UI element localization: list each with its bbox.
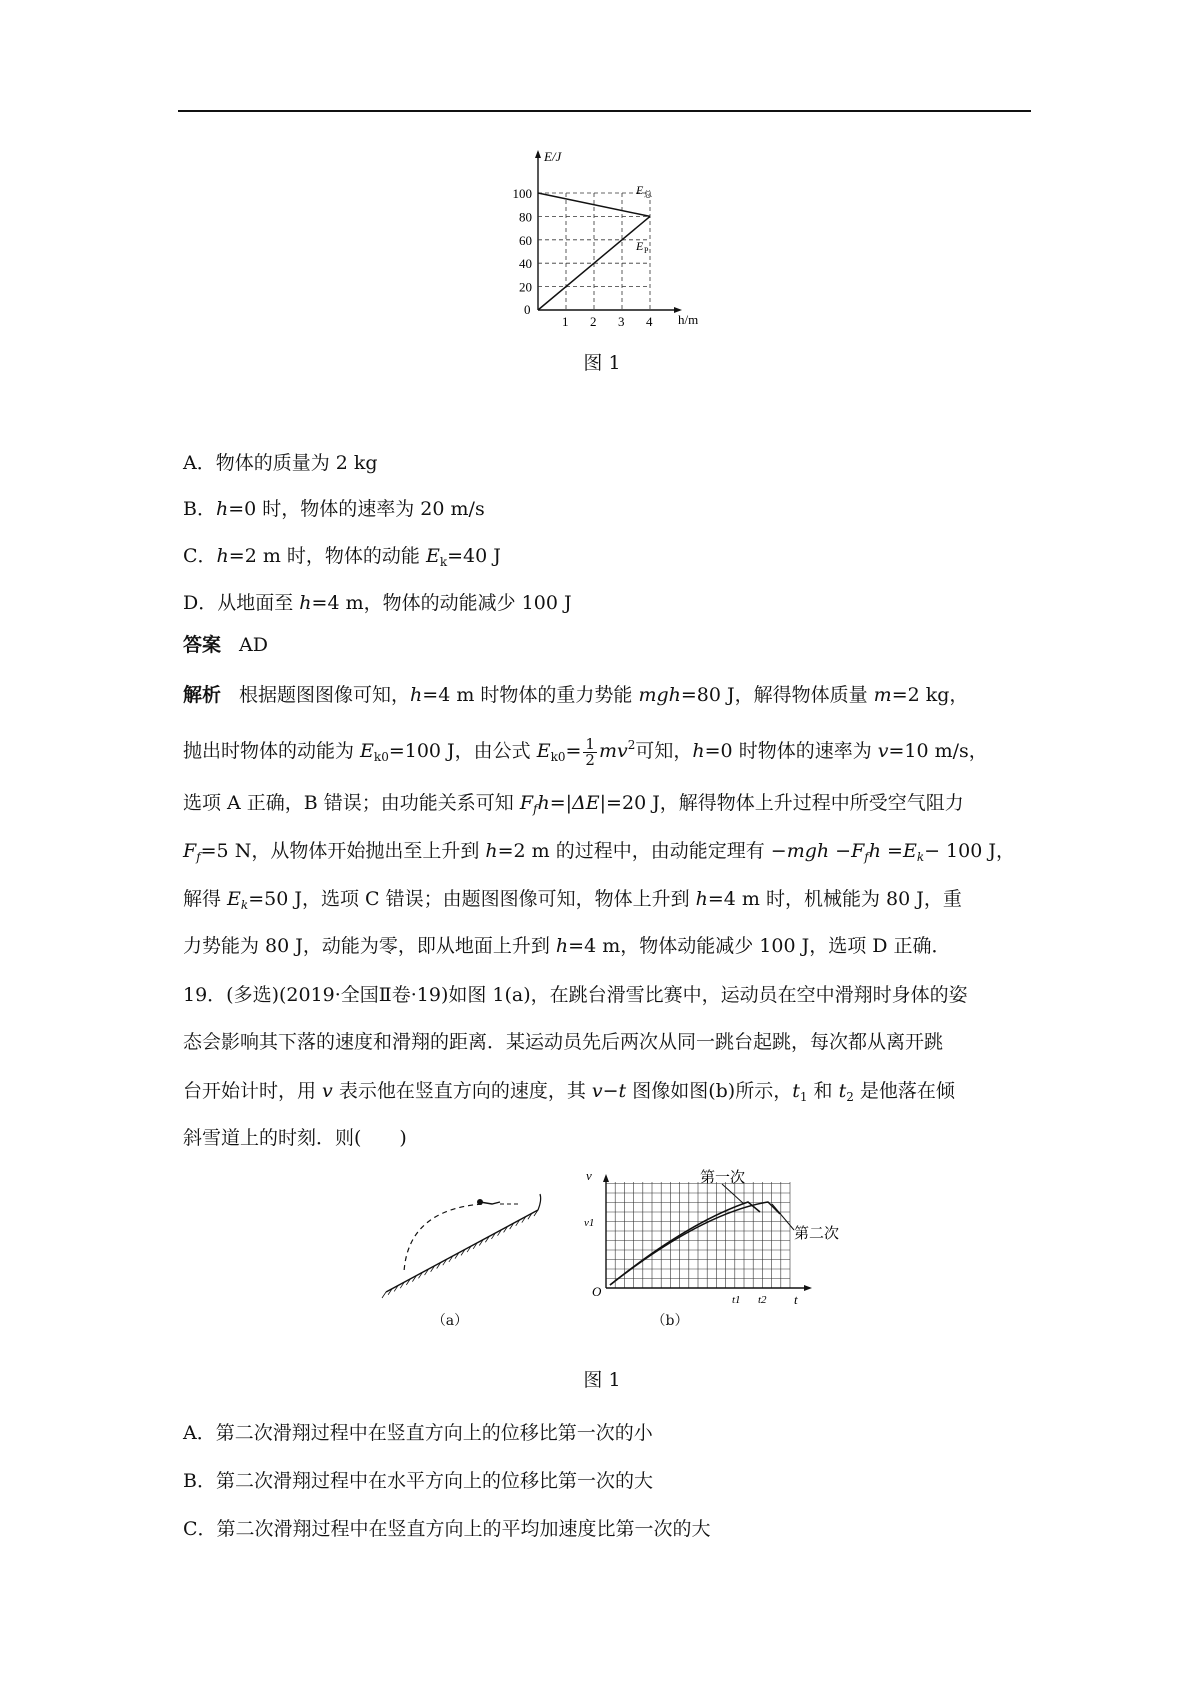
q19-option-a: A．第二次滑翔过程中在竖直方向上的位移比第一次的小 <box>183 1422 653 1444</box>
analysis-line-3 <box>183 790 964 822</box>
text-segment: 表示他在竖直方向的速度，其 <box>332 1080 592 1102</box>
curve-second <box>610 1202 780 1285</box>
text-segment: A．物体的质量为 2 kg <box>183 452 378 474</box>
text-segment: 解得 <box>183 888 228 910</box>
math-segment: mgh <box>786 840 830 862</box>
text-segment: 可知， <box>635 740 693 762</box>
x-tick-2: 2 <box>590 314 597 329</box>
text-segment: =2 m 时，物体的动能 <box>228 545 426 567</box>
text-segment: =0 时物体的速率为 <box>704 740 878 762</box>
text-segment: = <box>880 840 903 862</box>
math-segment: k0 <box>373 750 389 764</box>
math-segment: h <box>868 840 881 862</box>
math-segment: E <box>227 888 241 910</box>
x-tick-1: 1 <box>562 314 569 329</box>
text-segment: =5 N，从物体开始抛出至上升到 <box>200 840 486 862</box>
text-segment: =| <box>549 792 573 814</box>
math-segment: h <box>215 498 229 520</box>
text-segment: B． <box>183 498 216 520</box>
curve-first <box>610 1202 760 1285</box>
math-segment: v <box>877 740 889 762</box>
text-segment: =10 m/s， <box>888 740 988 762</box>
header-rule <box>178 110 1031 112</box>
analysis-line-2 <box>183 732 988 770</box>
math-segment: E <box>360 740 374 762</box>
text-segment: − 100 J， <box>924 840 1015 862</box>
text-segment: 台开始计时，用 <box>183 1080 323 1102</box>
ski-jump-diagram <box>380 1180 550 1305</box>
text-segment: 抛出时物体的动能为 <box>183 740 361 762</box>
vt-origin-label: O <box>592 1284 602 1299</box>
math-segment: F <box>519 792 534 814</box>
analysis-text-4 <box>183 840 1015 862</box>
text-segment: =40 J <box>447 545 501 567</box>
skier-body <box>480 1202 500 1204</box>
text-segment: =50 J，选项 C 错误；由题图图像可知，物体上升到 <box>248 888 696 910</box>
text-segment: =4 m，物体动能减少 100 J，选项 D 正确． <box>568 935 951 957</box>
y-axis-arrow <box>535 150 541 158</box>
text-segment: 图像如图(b)所示， <box>626 1080 793 1102</box>
series-label-second: 第二次 <box>794 1226 840 1242</box>
math-segment: F <box>851 840 865 862</box>
fig1-caption: 图 1 <box>583 352 621 374</box>
x-axis-label-h: h/m <box>678 312 699 327</box>
series-label-ep-sub: P <box>644 246 649 255</box>
q19-option-c: C．第二次滑翔过程中在竖直方向上的平均加速度比第一次的大 <box>183 1518 711 1540</box>
math-segment: f <box>864 850 869 864</box>
vt-y-arrow <box>603 1174 609 1182</box>
text-segment: 和 <box>807 1080 839 1102</box>
math-segment: f <box>533 802 538 816</box>
math-segment: h <box>216 545 229 567</box>
y-axis-label-e: E/J <box>544 149 562 164</box>
text-segment: 根据题图图像可知， <box>239 684 411 706</box>
math-segment: 1 <box>799 1090 808 1104</box>
y-tick-80: 80 <box>519 209 532 225</box>
series-label-etotal: E <box>636 183 644 197</box>
text-segment: =80 J，解得物体质量 <box>680 684 874 706</box>
vt-t2-label: t2 <box>758 1294 767 1306</box>
series-label-ep: E <box>636 239 644 253</box>
math-segment: v <box>591 1080 603 1102</box>
math-segment: m <box>873 684 892 706</box>
math-segment: h <box>299 592 312 614</box>
math-segment: ΔE <box>572 792 600 814</box>
answer-line <box>183 632 268 658</box>
slope-line <box>386 1210 538 1292</box>
vt-t1-label: t1 <box>732 1294 741 1306</box>
y-tick-100: 100 <box>512 186 532 201</box>
q18-option-c <box>183 543 501 575</box>
x-tick-0: 0 <box>524 302 531 317</box>
analysis-line-5 <box>183 886 962 918</box>
math-segment: k <box>916 850 925 864</box>
ramp-curve <box>538 1194 541 1210</box>
x-tick-4: 4 <box>646 314 653 329</box>
analysis-text-3 <box>183 792 964 814</box>
text-segment: =4 m 时，机械能为 80 J，重 <box>707 888 962 910</box>
math-segment: t <box>618 1080 627 1102</box>
math-segment: h <box>555 935 569 957</box>
math-segment: k0 <box>550 750 566 764</box>
q19-line-2: 态会影响其下落的速度和滑翔的距离．某运动员先后两次从同一跳台起跳，每次都从离开跳 <box>183 1031 944 1053</box>
q19-option-b: B．第二次滑翔过程中在水平方向上的位移比第一次的大 <box>183 1470 653 1492</box>
math-segment: h <box>692 740 705 762</box>
text-segment: = <box>565 740 582 762</box>
fraction-one-half: $\frac{1}{2}$ <box>585 734 595 769</box>
x-tick-3: 3 <box>618 314 625 329</box>
text-segment: |=20 J，解得物体上升过程中所受空气阻力 <box>599 792 964 814</box>
analysis-line-1 <box>183 682 968 708</box>
math-segment: 2 <box>627 738 636 752</box>
math-segment: 2 <box>846 1090 854 1104</box>
math-segment: mv <box>598 740 628 762</box>
math-segment: k <box>439 555 448 569</box>
fig2a-label: （a） <box>431 1313 469 1329</box>
slope-hatch <box>382 1292 386 1298</box>
math-segment: v <box>322 1080 333 1102</box>
text-segment: − <box>829 840 852 862</box>
text-segment: =0 时，物体的速率为 20 m/s <box>228 498 485 520</box>
math-segment: t <box>838 1080 847 1102</box>
series-label-first: 第一次 <box>700 1170 746 1186</box>
analysis-text-2b <box>599 740 988 762</box>
math-segment: E <box>536 740 551 762</box>
q18-option-b <box>183 496 485 522</box>
leader-second <box>772 1204 794 1230</box>
y-tick-60: 60 <box>519 232 532 248</box>
text-segment: =4 m 时物体的重力势能 <box>422 684 639 706</box>
y-tick-20: 20 <box>519 279 532 295</box>
energy-height-graph <box>500 150 710 330</box>
q19-line-3 <box>183 1078 955 1110</box>
math-segment: h <box>410 684 423 706</box>
q18-option-d <box>183 590 572 616</box>
text-segment: =4 m，物体的动能减少 100 J <box>311 592 572 614</box>
velocity-time-graph <box>572 1168 840 1307</box>
answer-value: AD <box>239 634 268 656</box>
vt-v1-label: v1 <box>584 1217 595 1229</box>
analysis-text-5 <box>183 888 962 910</box>
vt-axis-label-v: v <box>586 1168 592 1183</box>
y-tick-40: 40 <box>519 256 532 272</box>
vt-x-arrow <box>804 1285 812 1291</box>
analysis-text-2a <box>183 740 581 762</box>
analysis-text-1 <box>239 684 968 706</box>
text-segment: C． <box>183 545 217 567</box>
text-segment: =2 kg， <box>891 684 969 706</box>
leader-first <box>722 1184 744 1204</box>
math-segment: mgh <box>638 684 681 706</box>
analysis-label: 解析 <box>183 684 222 706</box>
text-segment: 力势能为 80 J，动能为零，即从地面上升到 <box>183 935 556 957</box>
math-segment: E <box>425 545 440 567</box>
text-segment: − <box>602 1080 619 1102</box>
math-segment: h <box>485 840 498 862</box>
analysis-line-4 <box>183 838 1015 870</box>
text-segment: =100 J，由公式 <box>388 740 537 762</box>
q19-line-4: 斜雪道上的时刻．则( ) <box>183 1127 407 1149</box>
analysis-text-6 <box>183 935 951 957</box>
math-segment: k <box>240 898 249 912</box>
vt-axis-label-t: t <box>794 1292 798 1307</box>
math-segment: h <box>695 888 708 910</box>
q18-option-a <box>183 450 378 476</box>
text-segment: D．从地面至 <box>183 592 300 614</box>
text-segment: 选项 A 正确，B 错误；由功能关系可知 <box>183 792 520 814</box>
fig2b-label: （b） <box>651 1313 689 1329</box>
answer-label: 答案 <box>183 634 222 656</box>
text-segment: 是他落在倾 <box>853 1080 955 1102</box>
q19-line-1: 19．(多选)(2019·全国Ⅱ卷·19)如图 1(a)，在跳台滑雪比赛中，运动员在空中滑翔时身体的姿 <box>183 984 968 1006</box>
math-segment: E <box>902 840 917 862</box>
text-segment: =2 m 的过程中，由动能定理有 − <box>497 840 787 862</box>
analysis-line-6 <box>183 933 951 959</box>
math-segment: h <box>537 792 550 814</box>
series-label-etotal-sub: 总 <box>644 190 652 199</box>
math-segment: F <box>183 840 197 862</box>
math-segment: t <box>792 1080 800 1102</box>
fig2-caption: 图 1 <box>583 1369 621 1391</box>
math-segment: f <box>196 850 201 864</box>
